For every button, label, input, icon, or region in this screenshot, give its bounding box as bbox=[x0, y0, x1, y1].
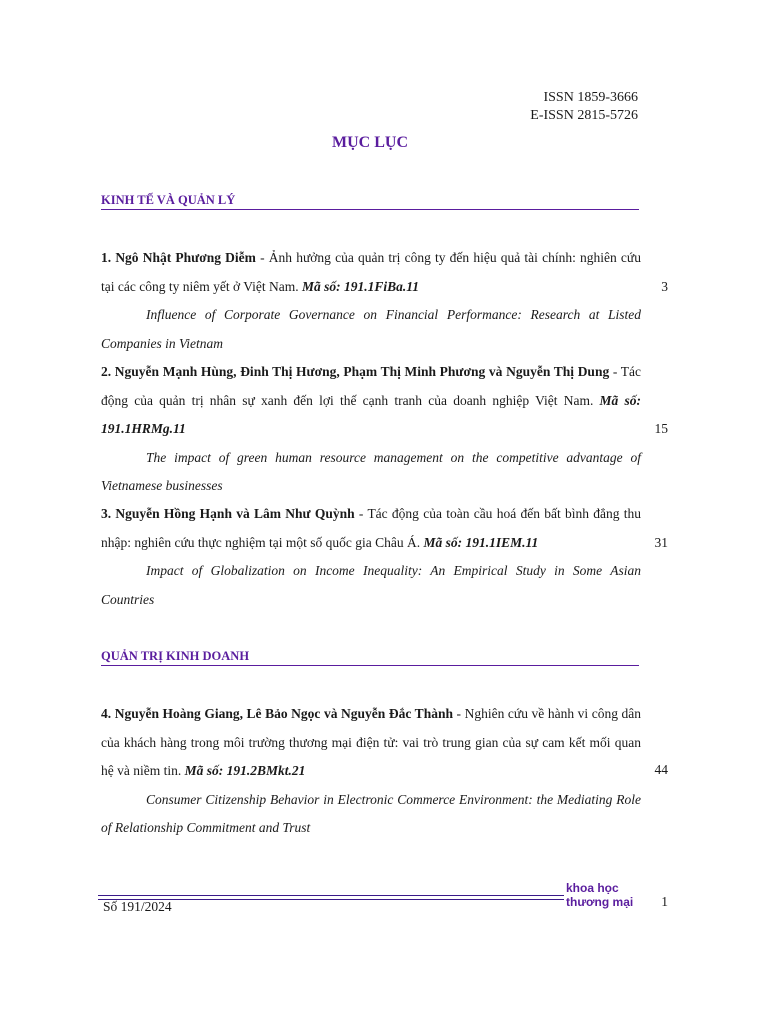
toc-entry-4[interactable] bbox=[101, 700, 641, 843]
journal-logo bbox=[566, 881, 633, 909]
entry-number: 3. bbox=[101, 506, 112, 521]
page-title: MỤC LỤC bbox=[332, 134, 408, 151]
issn-block bbox=[530, 89, 638, 125]
issn-text: ISSN 1859-3666 bbox=[543, 90, 638, 105]
entry-page-number: 3 bbox=[661, 279, 668, 294]
toc-entry-1[interactable] bbox=[101, 244, 641, 358]
entry-code: Mã số: 191.2BMkt.21 bbox=[184, 763, 306, 778]
entry-authors: Ngô Nhật Phương Diễm bbox=[115, 250, 256, 265]
entry-vi-text bbox=[101, 358, 641, 444]
toc-entry-2[interactable] bbox=[101, 358, 641, 501]
entry-title-en: Impact of Globalization on Income Inequality: An Empirical Study in Some Asian Countries bbox=[101, 563, 641, 607]
entry-vi-text bbox=[101, 500, 641, 557]
entry-number: 1. bbox=[101, 250, 112, 265]
entry-vi-text bbox=[101, 700, 641, 786]
entry-authors: Nguyễn Hoàng Giang, Lê Bảo Ngọc và Nguyễn Đắc Thành bbox=[114, 706, 453, 721]
entry-title-en: Influence of Corporate Governance on Financial Performance: Research at Listed Companies in Vietnam bbox=[101, 307, 641, 351]
entry-page-number: 31 bbox=[654, 535, 668, 550]
entry-authors: Nguyễn Hồng Hạnh và Lâm Như Quỳnh bbox=[115, 506, 355, 521]
section-heading-economics: KINH TẾ VÀ QUẢN LÝ bbox=[101, 193, 639, 210]
entry-vi-text bbox=[101, 244, 641, 301]
entry-number: 2. bbox=[101, 364, 112, 379]
eissn-text: E-ISSN 2815-5726 bbox=[530, 108, 638, 123]
entry-code: Mã số: 191.1HRMg.11 bbox=[101, 392, 641, 436]
footer-page-number: 1 bbox=[661, 894, 668, 909]
logo-line-2: thương mại bbox=[566, 895, 634, 909]
entry-title-vi: - Nghiên cứu về hành vi công dân của khách hàng trong môi trường thương mại điện tử: vai trò trung gian của sự cam kết mối quan hệ và niềm tin. bbox=[101, 706, 642, 778]
entry-title-vi: - Tác động của quản trị nhân sự xanh đến lợi thế cạnh tranh của doanh nghiệp Việt Nam. bbox=[101, 364, 642, 408]
issue-number: Số 191/2024 bbox=[103, 899, 172, 914]
entry-authors: Nguyễn Mạnh Hùng, Đinh Thị Hương, Phạm Thị Minh Phương và Nguyễn Thị Dung bbox=[114, 364, 610, 379]
logo-line-1: khoa học bbox=[566, 881, 619, 895]
section-heading-business: QUẢN TRỊ KINH DOANH bbox=[101, 649, 639, 666]
entry-page-number: 44 bbox=[654, 762, 668, 777]
entry-number: 4. bbox=[101, 706, 112, 721]
entry-code: Mã số: 191.1FiBa.11 bbox=[302, 278, 420, 294]
entry-code: Mã số: 191.1IEM.11 bbox=[423, 534, 539, 550]
toc-entry-3[interactable] bbox=[101, 500, 641, 614]
entry-title-vi: - Ảnh hưởng của quản trị công ty đến hiệu quả tài chính: nghiên cứu tại các công ty niêm yết ở Việt Nam. bbox=[101, 250, 641, 294]
entry-title-vi: - Tác động của toàn cầu hoá đến bất bình đẳng thu nhập: nghiên cứu thực nghiệm tại một số quốc gia Châu Á. bbox=[101, 506, 641, 550]
entry-title-en: Consumer Citizenship Behavior in Electronic Commerce Environment: the Mediating Role of Relationship Commitment and Trust bbox=[101, 791, 641, 835]
entry-page-number: 15 bbox=[654, 421, 668, 436]
entry-title-en: The impact of green human resource management on the competitive advantage of Vietnamese businesses bbox=[101, 449, 641, 493]
footer-rule bbox=[98, 895, 564, 896]
